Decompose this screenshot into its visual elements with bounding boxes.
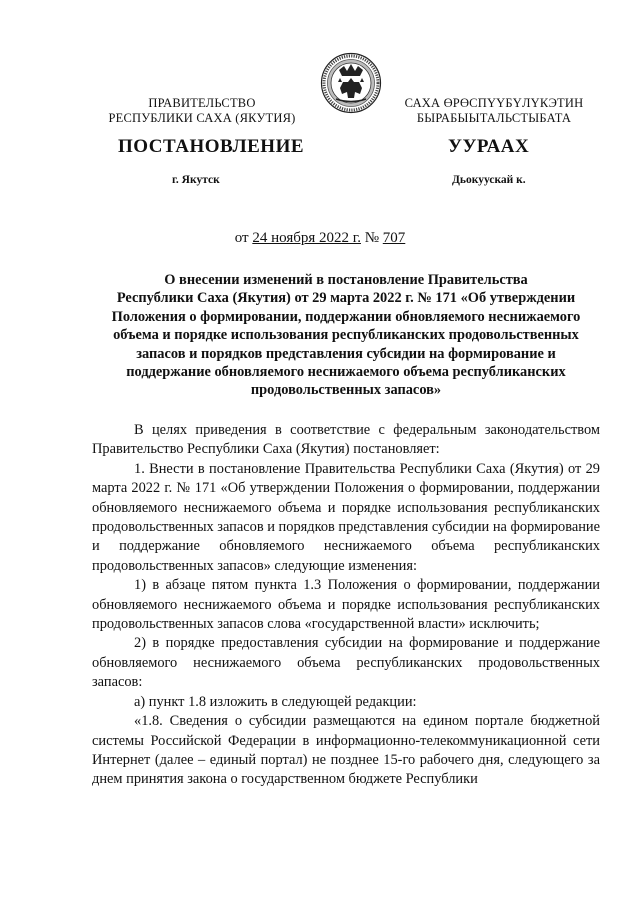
header-left-block [92, 96, 312, 126]
title-line: Положения о формировании, поддержании обновляемого неснижаемого [111, 308, 581, 325]
body-paragraph: 1) в абзаце пятом пункта 1.3 Положения о формировании, поддержании обновляемого неснижаемого объема и порядке использования республиканских продовольственных запасов слова «государственной власти» исключить; [92, 577, 600, 633]
city-sakha: Дьокуускай к. [452, 174, 526, 186]
document-title [92, 271, 600, 400]
doc-type-russian: ПОСТАНОВЛЕНИЕ [118, 136, 305, 157]
title-line: продовольственных запасов» [250, 382, 442, 399]
number-sign: № [364, 230, 380, 246]
city-russian: г. Якутск [172, 174, 220, 186]
header-right-line2: БЫРАБЫЫТАЛЬСТЫБАТА [416, 111, 572, 125]
header-left-line2: РЕСПУБЛИКИ САХА (ЯКУТИЯ) [108, 111, 296, 125]
date-prefix: от [234, 230, 249, 246]
title-line: О внесении изменений в постановление Правительства [164, 272, 528, 288]
body-paragraph: а) пункт 1.8 изложить в следующей редакции: [134, 693, 417, 710]
title-line: Республики Саха (Якутия) от 29 марта 2022 г. № 171 «Об утверждении [116, 290, 576, 307]
title-line: запасов и порядков представления субсидии на формирование и [136, 345, 556, 362]
coat-of-arms-emblem-icon [320, 52, 382, 114]
date-number-line [0, 230, 640, 247]
body-paragraph: 1. Внести в постановление Правительства Республики Саха (Якутия) от 29 марта 2022 г. № 171 «Об утверждении Положения о формировании, поддержании обновляемого неснижаемого объема и порядке использования республиканских продовольственных запасов и порядков представления субсидии на формирование и поддержание обновляемого неснижаемого объема республиканских продовольственных запасов» следующие изменения: [92, 460, 600, 574]
document-number: 707 [382, 230, 406, 246]
header-right-block [384, 96, 604, 126]
doc-type-sakha: УУРААХ [448, 136, 530, 157]
document-date: 24 ноября 2022 г. [252, 230, 361, 246]
header-right-line1: САХА ӨРӨСПҮҮБҮЛҮКЭТИН [404, 96, 584, 110]
body-paragraph: «1.8. Сведения о субсидии размещаются на едином портале бюджетной системы Российской Федерации в информационно-телекоммуникационной сети Интернет (далее – единый портал) не позднее 15-го рабочего дня, следующего за днем принятия закона о государственном бюджете Республики [92, 713, 600, 788]
body-paragraph: В целях приведения в соответствие с федеральным законодательством Правительство Республики Саха (Якутия) постановляет: [92, 422, 600, 458]
title-line: поддержание обновляемого неснижаемого объема республиканских [126, 364, 566, 381]
body-paragraph: 2) в порядке предоставления субсидии на формирование и поддержание обновляемого неснижаемого объема республиканских продовольственных запасов: [92, 635, 600, 691]
title-line: объема и порядке использования республиканских продовольственных [113, 327, 579, 344]
document-body [92, 421, 600, 790]
header-left-line1: ПРАВИТЕЛЬСТВО [148, 96, 256, 110]
